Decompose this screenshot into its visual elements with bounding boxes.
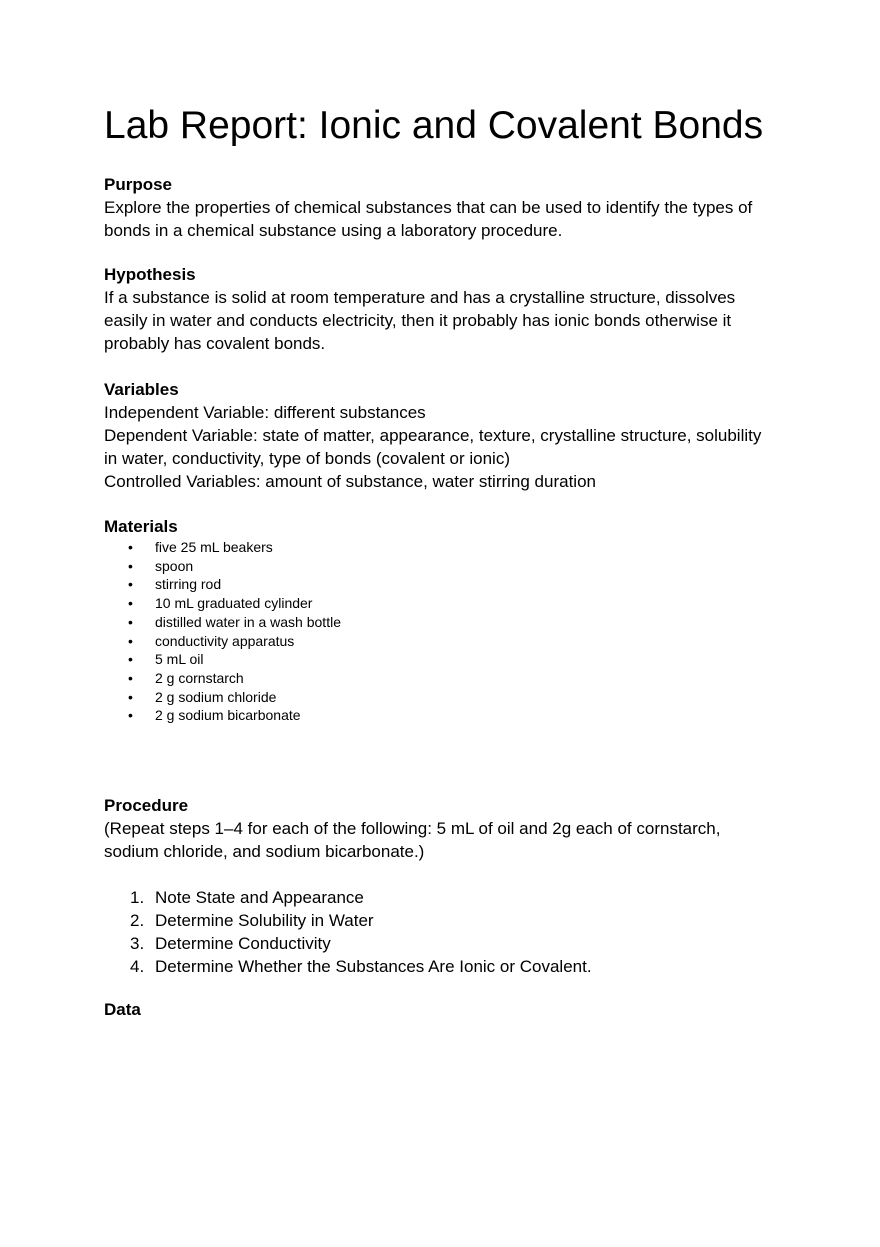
step-text: Note State and Appearance: [155, 888, 364, 907]
material-label: 2 g cornstarch: [155, 669, 244, 686]
step-number: 4.: [130, 957, 145, 976]
material-label: conductivity apparatus: [155, 632, 295, 649]
data-heading: Data: [104, 1000, 141, 1019]
bullet: •: [128, 632, 133, 649]
bullet: •: [128, 613, 133, 630]
procedure-steps: [104, 886, 784, 978]
bullet: •: [128, 688, 133, 705]
bullet: •: [128, 707, 133, 724]
procedure-heading: Procedure: [104, 796, 189, 815]
procedure-section: [104, 794, 784, 978]
list-item: [104, 538, 784, 557]
bullet: •: [128, 669, 133, 686]
page-title: Lab Report: Ionic and Covalent Bonds: [104, 104, 764, 147]
variables-heading: Variables: [104, 380, 179, 399]
material-label: 10 mL graduated cylinder: [155, 595, 313, 612]
list-item: [104, 594, 784, 613]
list-item: [104, 955, 784, 978]
hypothesis-text-line: easily in water and conducts electricity, then it probably has ionic bonds otherwise it: [104, 311, 732, 330]
list-item: [104, 557, 784, 576]
material-label: spoon: [155, 557, 194, 574]
list-item: [104, 706, 784, 725]
dependent-variable-line: Dependent Variable: state of matter, appearance, texture, crystalline structure, solubility: [104, 426, 762, 445]
step-number: 3.: [130, 934, 145, 953]
list-item: [104, 932, 784, 955]
variables-section: [104, 378, 784, 493]
step-text: Determine Solubility in Water: [155, 911, 374, 930]
purpose-section: [104, 173, 784, 242]
bullet: •: [128, 651, 133, 668]
material-label: 5 mL oil: [155, 651, 204, 668]
material-label: 2 g sodium chloride: [155, 688, 277, 705]
list-item: [104, 632, 784, 651]
material-label: 2 g sodium bicarbonate: [155, 707, 301, 724]
list-item: [104, 575, 784, 594]
bullet: •: [128, 576, 133, 593]
list-item: [104, 669, 784, 688]
hypothesis-text-line: probably has covalent bonds.: [104, 334, 326, 353]
procedure-intro-line: (Repeat steps 1–4 for each of the following: 5 mL of oil and 2g each of cornstarch,: [104, 819, 721, 838]
list-item: [104, 613, 784, 632]
materials-list: [104, 538, 784, 725]
hypothesis-text-line: If a substance is solid at room temperature and has a crystalline structure, dissolves: [104, 288, 736, 307]
purpose-heading: Purpose: [104, 175, 173, 194]
step-number: 2.: [130, 911, 145, 930]
materials-heading: Materials: [104, 517, 178, 536]
purpose-text-line: bonds in a chemical substance using a laboratory procedure.: [104, 221, 563, 240]
hypothesis-heading: Hypothesis: [104, 265, 196, 284]
material-label: five 25 mL beakers: [155, 539, 273, 555]
material-label: distilled water in a wash bottle: [155, 613, 341, 630]
materials-section: [104, 515, 784, 725]
dependent-variable-line: in water, conductivity, type of bonds (covalent or ionic): [104, 449, 510, 468]
list-item: [104, 650, 784, 669]
step-text: Determine Whether the Substances Are Ionic or Covalent.: [155, 957, 592, 976]
list-item: [104, 688, 784, 707]
bullet: •: [128, 595, 133, 612]
bullet: •: [128, 557, 133, 574]
list-item: [104, 886, 784, 909]
data-section: [104, 998, 784, 1021]
material-label: stirring rod: [155, 576, 222, 593]
purpose-text-line: Explore the properties of chemical substances that can be used to identify the types of: [104, 198, 753, 217]
procedure-intro-line: sodium chloride, and sodium bicarbonate.): [104, 842, 425, 861]
hypothesis-section: [104, 263, 784, 355]
independent-variable: Independent Variable: different substances: [104, 403, 426, 422]
controlled-variables: Controlled Variables: amount of substance, water stirring duration: [104, 472, 596, 491]
step-number: 1.: [130, 888, 145, 907]
bullet: •: [128, 539, 133, 555]
list-item: [104, 909, 784, 932]
step-text: Determine Conductivity: [155, 934, 331, 953]
